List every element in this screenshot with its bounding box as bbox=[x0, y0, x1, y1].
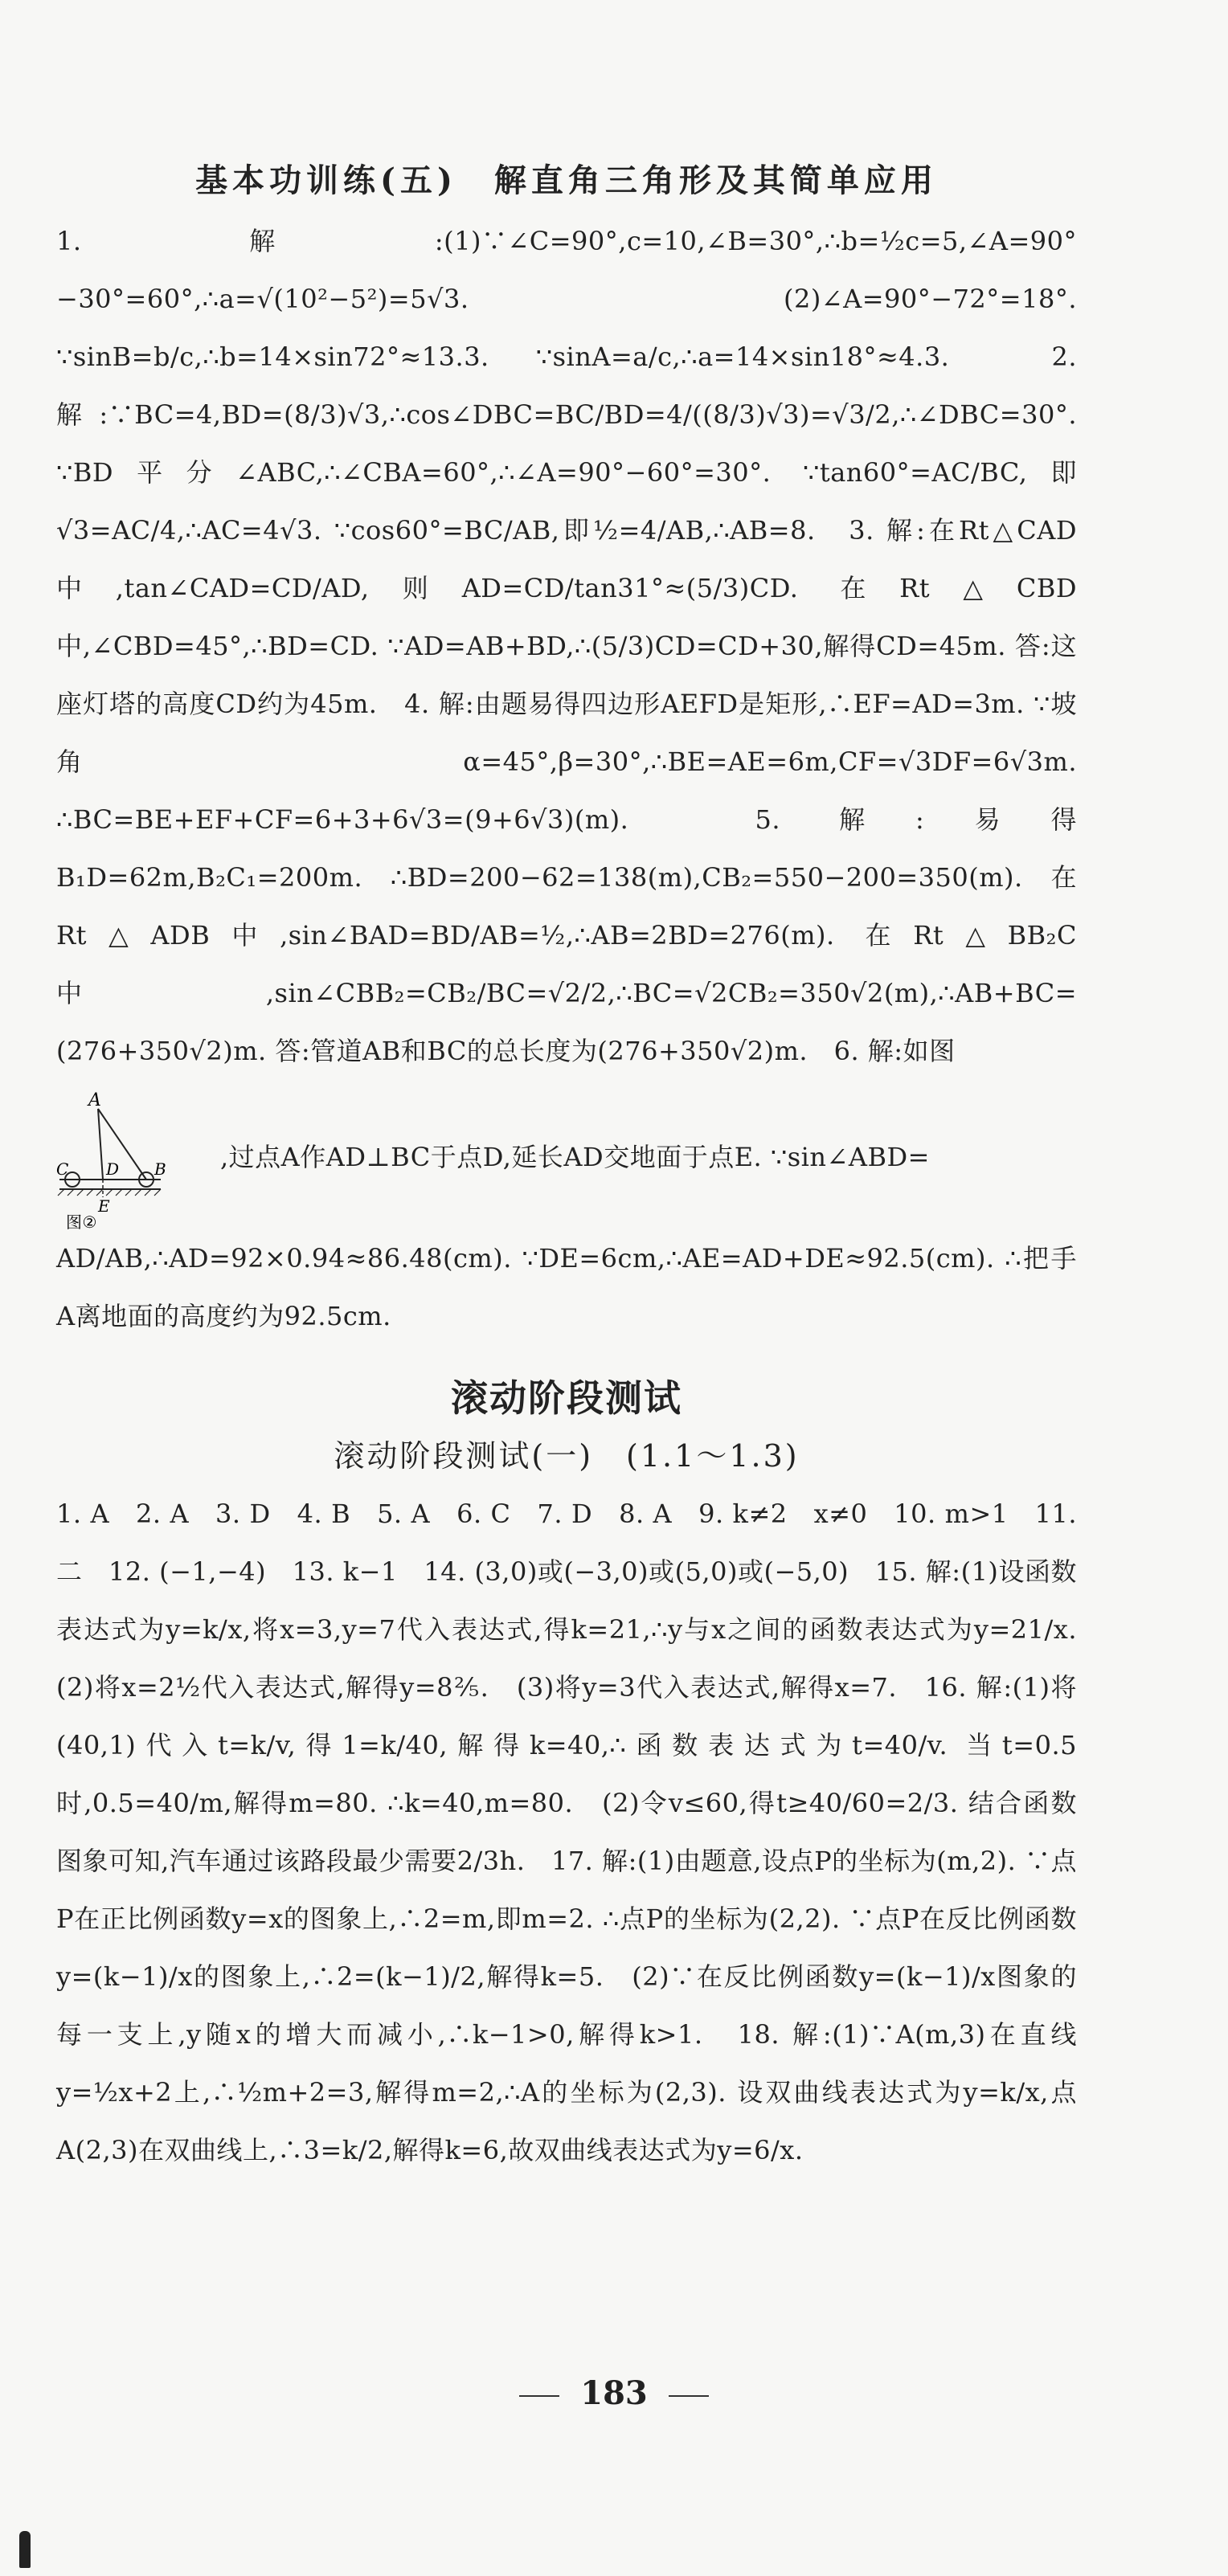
figure-inline-text: ,过点A作AD⊥BC于点D,延长AD交地面于点E. ∵sin∠ABD= bbox=[220, 1142, 930, 1172]
answer-paragraph: AD/AB,∴AD=92×0.94≈86.48(cm). ∵DE=6cm,∴AE=AD+DE≈92.5(cm). ∴把手A离地面的高度约为92.5cm. bbox=[56, 1243, 1077, 1331]
figure-2-diagram bbox=[56, 1085, 209, 1229]
page-number-dash-left bbox=[519, 2395, 559, 2397]
figure-row bbox=[56, 1085, 1077, 1229]
figure-label-a: A bbox=[88, 1090, 102, 1110]
section-heading: 滚动阶段测试 bbox=[451, 1376, 682, 1420]
answer-paragraph: 1. A 2. A 3. D 4. B 5. A 6. C 7. D 8. A 9. k≠2 x≠0 10. m>1 11. 二 12. (−1,−4) 13. k−1 14. (3,0)或(−3,0)或(5,0)或(−5,0) 15. 解:(1)设函数表达式为y=k/x,将x=3,y=7代入表达式,得k=21,∴y与x之间的函数表达式为y=21/x. (2)将x=2½代入表达式,解得y=8⅖. (3)将y=3代入表达式,解得x=7. 16. 解:(1)将(40,1)代入t=k/v,得1=k/40,解得k=40,∴函数表达式为t=40/v. 当t=0.5时,0.5=40/m,解得m=80. ∴k=40,m=80. (2)令v≤60,得t≥40/60=2/3. 结合函数图象可知,汽车通过该路段最少需要2/3h. 17. 解:(1)由题意,设点P的坐标为(m,2). ∵点P在正比例函数y=x的图象上,∴2=m,即m=2. ∴点P的坐标为(2,2). ∵点P在反比例函数y=(k−1)/x的图象上,∴2=(k−1)/2,解得k=5. (2)∵在反比例函数y=(k−1)/x图象的每一支上,y随x的增大而减小,∴k−1>0,解得k>1. 18. 解:(1)∵A(m,3)在直线y=½x+2上,∴½m+2=3,解得m=2,∴A的坐标为(2,3). 设双曲线表达式为y=k/x,点A(2,3)在双曲线上,∴3=k/2,解得k=6,故双曲线表达式为y=6/x. bbox=[56, 1499, 1103, 2165]
section-subtitle: 滚动阶段测试(一) (1.1～1.3) bbox=[334, 1438, 800, 1474]
page-number-text: 183 bbox=[580, 2374, 648, 2412]
page-number bbox=[0, 2374, 1228, 2412]
figure-label-c: C bbox=[56, 1159, 69, 1179]
figure-caption: 图② bbox=[66, 1212, 97, 1229]
figure-label-b: B bbox=[154, 1159, 167, 1179]
figure-label-e: E bbox=[98, 1196, 111, 1216]
figure-label-d: D bbox=[106, 1159, 120, 1179]
ink-mark bbox=[19, 2531, 31, 2568]
page-number-dash-right bbox=[669, 2395, 709, 2397]
answer-paragraph: 1. 解:(1)∵∠C=90°,c=10,∠B=30°,∴b=½c=5,∠A=90°−30°=60°,∴a=√(10²−5²)=5√3. (2)∠A=90°−72°=18°. ∵sinB=b/c,∴b=14×sin72°≈13.3. ∵sinA=a/c,∴a=14×sin18°≈4.3. 2. 解:∵BC=4,BD=(8/3)√3,∴cos∠DBC=BC/BD=4/((8/3)√3)=√3/2,∴∠DBC=30°. ∵BD平分∠ABC,∴∠CBA=60°,∴∠A=90°−60°=30°. ∵tan60°=AC/BC,即√3=AC/4,∴AC=4√3. ∵cos60°=BC/AB,即½=4/AB,∴AB=8. 3. 解:在Rt△CAD中,tan∠CAD=CD/AD,则AD=CD/tan31°≈(5/3)CD. 在Rt△CBD中,∠CBD=45°,∴BD=CD. ∵AD=AB+BD,∴(5/3)CD=CD+30,解得CD=45m. 答:这座灯塔的高度CD约为45m. 4. 解:由题易得四边形AEFD是矩形,∴EF=AD=3m. ∵坡角α=45°,β=30°,∴BE=AE=6m,CF=√3DF=6√3m. ∴BC=BE+EF+CF=6+3+6√3=(9+6√3)(m). 5. 解:易得B₁D=62m,B₂C₁=200m. ∴BD=200−62=138(m),CB₂=550−200=350(m). 在Rt△ADB中,sin∠BAD=BD/AB=½,∴AB=2BD=276(m). 在Rt△BB₂C中,sin∠CBB₂=CB₂/BC=√2/2,∴BC=√2CB₂=350√2(m),∴AB+BC=(276+350√2)m. 答:管道AB和BC的总长度为(276+350√2)m. 6. 解:如图 bbox=[56, 226, 1077, 1066]
page-body bbox=[56, 153, 1103, 2179]
section-title: 基本功训练(五) 解直角三角形及其简单应用 bbox=[195, 162, 938, 199]
